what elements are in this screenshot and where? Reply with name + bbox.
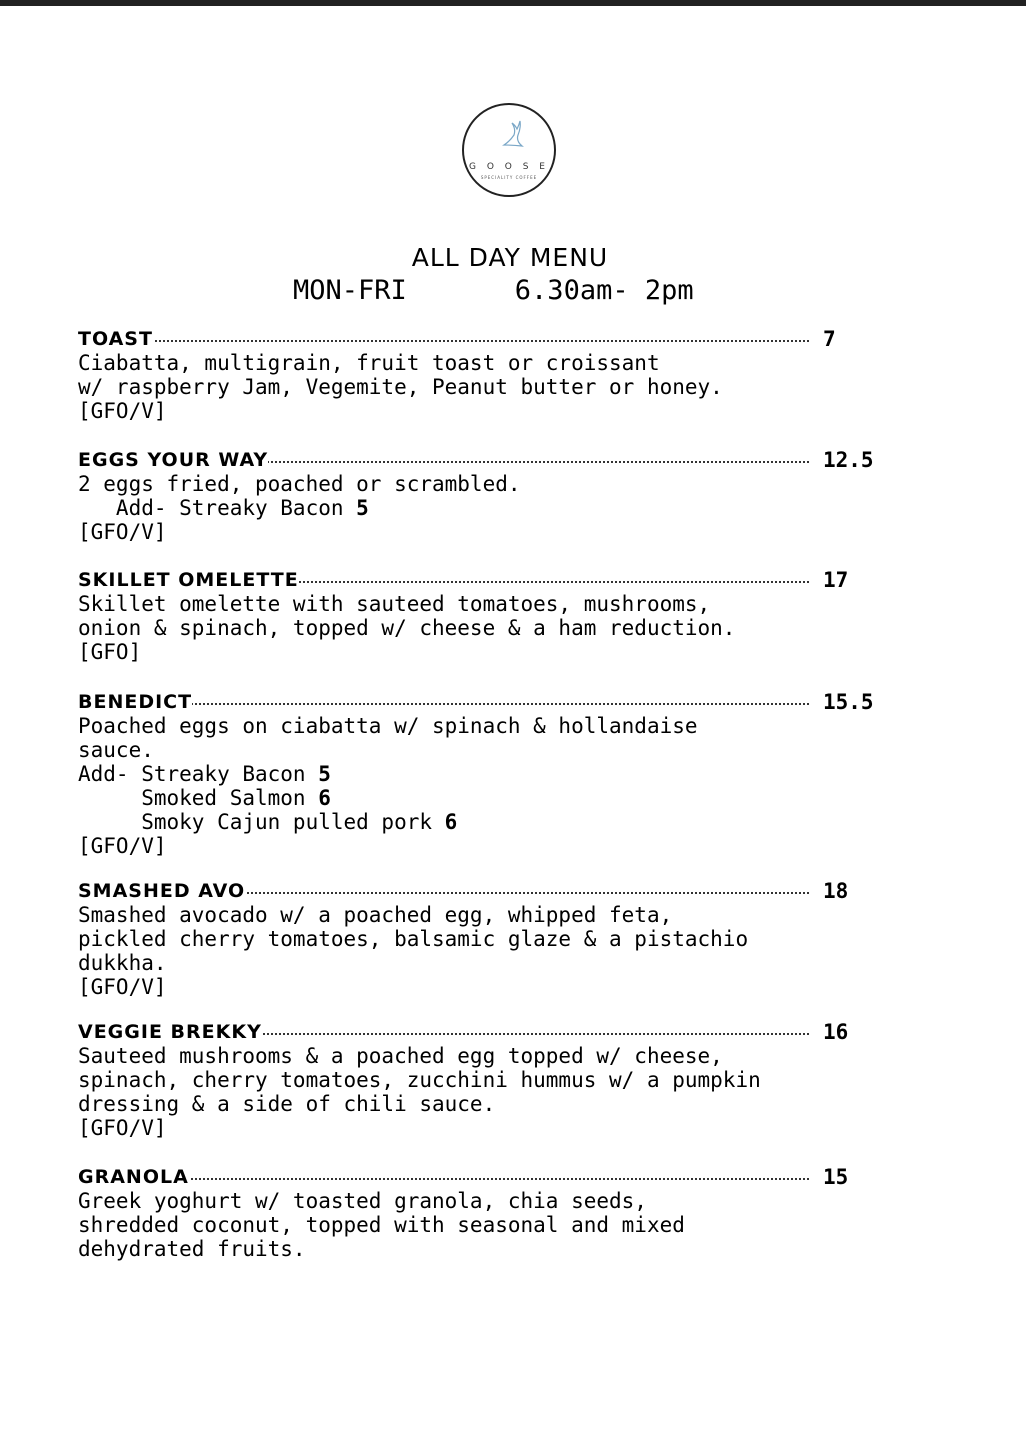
- item-description: Poached eggs on ciabatta w/ spinach & hollandaise: [78, 714, 698, 738]
- item-description: 2 eggs fried, poached or scrambled.: [78, 472, 521, 496]
- menu-item-smashed-avo: [78, 879, 878, 999]
- add-on-price: 6: [318, 786, 331, 810]
- goose-logo: [462, 103, 556, 197]
- item-description: onion & spinach, topped w/ cheese & a ham reduction.: [78, 616, 736, 640]
- logo-subtitle: SPECIALITY COFFEE: [480, 175, 538, 180]
- item-name: SMASHED AVO: [78, 880, 246, 902]
- add-on-line: [78, 786, 878, 810]
- item-description: w/ raspberry Jam, Vegemite, Peanut butter or honey.: [78, 375, 723, 399]
- item-name: SKILLET OMELETTE: [78, 569, 299, 591]
- item-description: dressing & a side of chili sauce.: [78, 1092, 496, 1116]
- item-price: 18: [823, 879, 849, 903]
- item-name: GRANOLA: [78, 1166, 189, 1188]
- item-description: Greek yoghurt w/ toasted granola, chia seeds,: [78, 1189, 647, 1213]
- add-on-label: Add- Streaky Bacon: [78, 762, 319, 786]
- add-on-line: [78, 496, 878, 520]
- menu-item-granola: [78, 1165, 878, 1261]
- menu-item-benedict: [78, 690, 878, 858]
- dietary-tags: [GFO/V]: [78, 520, 167, 544]
- item-description: Skillet omelette with sauteed tomatoes, mushrooms,: [78, 592, 711, 616]
- item-description: Ciabatta, multigrain, fruit toast or croissant: [78, 351, 660, 375]
- dot-leader: [78, 340, 809, 342]
- item-description: pickled cherry tomatoes, balsamic glaze & a pistachio: [78, 927, 749, 951]
- item-description: spinach, cherry tomatoes, zucchini hummus w/ a pumpkin: [78, 1068, 761, 1092]
- item-name: EGGS YOUR WAY: [78, 449, 269, 471]
- dietary-tags: [GFO/V]: [78, 399, 167, 423]
- menu-item-veggie-brekky: [78, 1020, 878, 1140]
- item-price: 7: [823, 327, 836, 351]
- item-price: 12.5: [823, 448, 874, 472]
- time: 6.30am- 2pm: [514, 275, 694, 306]
- item-price: 16: [823, 1020, 849, 1044]
- add-on-label: Smoky Cajun pulled pork: [78, 810, 445, 834]
- add-on-label: Add- Streaky Bacon: [78, 496, 357, 520]
- dietary-tags: [GFO]: [78, 640, 142, 664]
- menu-item-eggs-your-way: [78, 448, 878, 544]
- item-description: dukkha.: [78, 951, 167, 975]
- dietary-tags: [GFO/V]: [78, 1116, 167, 1140]
- dietary-tags: [GFO/V]: [78, 975, 167, 999]
- item-description: shredded coconut, topped with seasonal and mixed: [78, 1213, 685, 1237]
- add-on-label: Smoked Salmon: [78, 786, 319, 810]
- item-name: BENEDICT: [78, 691, 193, 713]
- dietary-tags: [GFO/V]: [78, 834, 167, 858]
- item-description: Smashed avocado w/ a poached egg, whipped feta,: [78, 903, 673, 927]
- item-description: Sauteed mushrooms & a poached egg topped w/ cheese,: [78, 1044, 723, 1068]
- add-on-price: 5: [356, 496, 369, 520]
- item-name: VEGGIE BREKKY: [78, 1021, 262, 1043]
- logo-name: G O O S E: [469, 162, 549, 172]
- opening-hours: [293, 275, 694, 306]
- menu-title: ALL DAY MENU: [411, 243, 609, 272]
- item-price: 15: [823, 1165, 849, 1189]
- goose-icon: [500, 119, 526, 149]
- item-price: 15.5: [823, 690, 874, 714]
- menu-item-toast: [78, 327, 878, 423]
- add-on-price: 6: [444, 810, 458, 834]
- item-name: TOAST: [78, 328, 153, 350]
- days: MON-FRI: [293, 275, 407, 306]
- item-price: 17: [823, 568, 849, 592]
- add-on-line: [78, 810, 878, 834]
- top-border: [0, 0, 1026, 6]
- item-description: sauce.: [78, 738, 154, 762]
- add-on-price: 5: [318, 762, 331, 786]
- menu-item-skillet-omelette: [78, 568, 878, 664]
- add-on-line: [78, 762, 878, 786]
- item-description: dehydrated fruits.: [78, 1237, 306, 1261]
